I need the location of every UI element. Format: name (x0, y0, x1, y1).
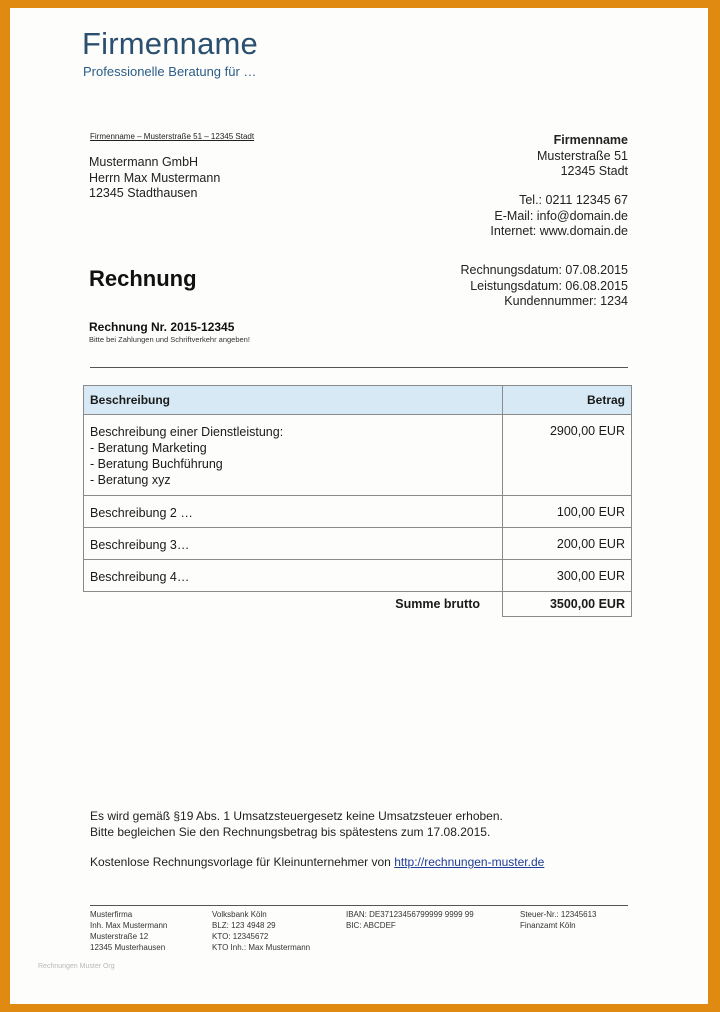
company-contact (490, 193, 628, 240)
footer-iban (346, 909, 474, 931)
contact-website: Internet: www.domain.de (490, 224, 628, 238)
table-row (84, 528, 632, 560)
promo-link[interactable]: http://rechnungen-muster.de (394, 855, 545, 869)
item-description-line: - Beratung xyz (90, 473, 171, 487)
column-header-description: Beschreibung (84, 386, 503, 415)
footer-line: Inh. Max Mustermann (90, 921, 168, 930)
footer-line: BLZ: 123 4948 29 (212, 921, 276, 930)
item-description-line: - Beratung Buchführung (90, 457, 223, 471)
invoice-number: Rechnung Nr. 2015-12345 (89, 320, 235, 334)
company-address (537, 133, 628, 180)
item-description (84, 560, 503, 592)
recipient-company: Mustermann GmbH (89, 155, 199, 169)
payment-due-note: Bitte begleichen Sie den Rechnungsbetrag bis spätestens zum 17.08.2015. (90, 824, 491, 839)
footer-line: Finanzamt Köln (520, 921, 576, 930)
footer-line: BIC: ABCDEF (346, 921, 396, 930)
tax-notes (90, 809, 503, 840)
footer-line: IBAN: DE37123456799999 9999 99 (346, 910, 474, 919)
total-row (84, 592, 632, 617)
footer-line: Musterfirma (90, 910, 133, 919)
item-description (84, 415, 503, 496)
footer-bank (212, 909, 310, 953)
document-title: Rechnung (89, 266, 197, 291)
item-description-line: Beschreibung 3… (90, 538, 190, 552)
footer-line: 12345 Musterhausen (90, 943, 166, 952)
brand-name: Firmenname (82, 26, 258, 61)
footer-line: KTO Inh.: Max Mustermann (212, 943, 311, 952)
item-description-line: Beschreibung 4… (90, 570, 190, 584)
item-amount: 300,00 EUR (503, 560, 632, 592)
company-name: Firmenname (553, 133, 628, 147)
payment-hint: Bitte bei Zahlungen und Schriftverkehr angeben! (89, 335, 250, 344)
total-label: Summe brutto (84, 592, 503, 617)
item-description (84, 528, 503, 560)
watermark: Rechnungen Muster Org (38, 963, 115, 970)
footer-line: KTO: 12345672 (212, 932, 269, 941)
item-description (84, 496, 503, 528)
table-row (84, 560, 632, 592)
footer-line: Musterstraße 12 (90, 932, 149, 941)
template-promo (90, 855, 544, 869)
item-amount: 200,00 EUR (503, 528, 632, 560)
tax-exemption-note: Es wird gemäß §19 Abs. 1 Umsatzsteuergesetz keine Umsatzsteuer erhoben. (90, 809, 503, 823)
contact-phone: Tel.: 0211 12345 67 (519, 193, 628, 207)
recipient-address (89, 155, 220, 202)
service-date: Leistungsdatum: 06.08.2015 (470, 278, 628, 293)
invoice-dates (461, 263, 629, 310)
company-street: Musterstraße 51 (536, 148, 628, 163)
column-header-amount: Betrag (503, 386, 632, 415)
footer-tax (520, 909, 597, 931)
brand-tagline: Professionelle Beratung für … (83, 64, 257, 79)
invoice-page (10, 8, 708, 1004)
total-amount: 3500,00 EUR (503, 592, 632, 617)
table-header-row (84, 386, 632, 415)
footer-company (90, 909, 167, 953)
item-description-line: Beschreibung 2 … (90, 506, 193, 520)
divider (90, 367, 628, 368)
item-description-line: - Beratung Marketing (90, 441, 207, 455)
table-row (84, 496, 632, 528)
contact-email: E-Mail: info@domain.de (494, 208, 628, 223)
promo-text: Kostenlose Rechnungsvorlage für Kleinunternehmer von (90, 855, 391, 869)
recipient-city: 12345 Stadthausen (89, 186, 198, 200)
item-description-line: Beschreibung einer Dienstleistung: (90, 425, 284, 439)
table-row (84, 415, 632, 496)
customer-number: Kundennummer: 1234 (504, 294, 628, 308)
company-city: 12345 Stadt (560, 164, 628, 178)
footer-line: Volksbank Köln (212, 910, 267, 919)
footer-divider (90, 905, 628, 906)
invoice-date: Rechnungsdatum: 07.08.2015 (460, 263, 628, 277)
sender-address-line: Firmenname – Musterstraße 51 – 12345 Stadt (90, 132, 255, 141)
item-amount: 2900,00 EUR (503, 415, 632, 496)
footer-line: Steuer-Nr.: 12345613 (520, 910, 597, 919)
recipient-person: Herrn Max Mustermann (89, 170, 221, 185)
invoice-items-table (83, 385, 632, 617)
item-amount: 100,00 EUR (503, 496, 632, 528)
